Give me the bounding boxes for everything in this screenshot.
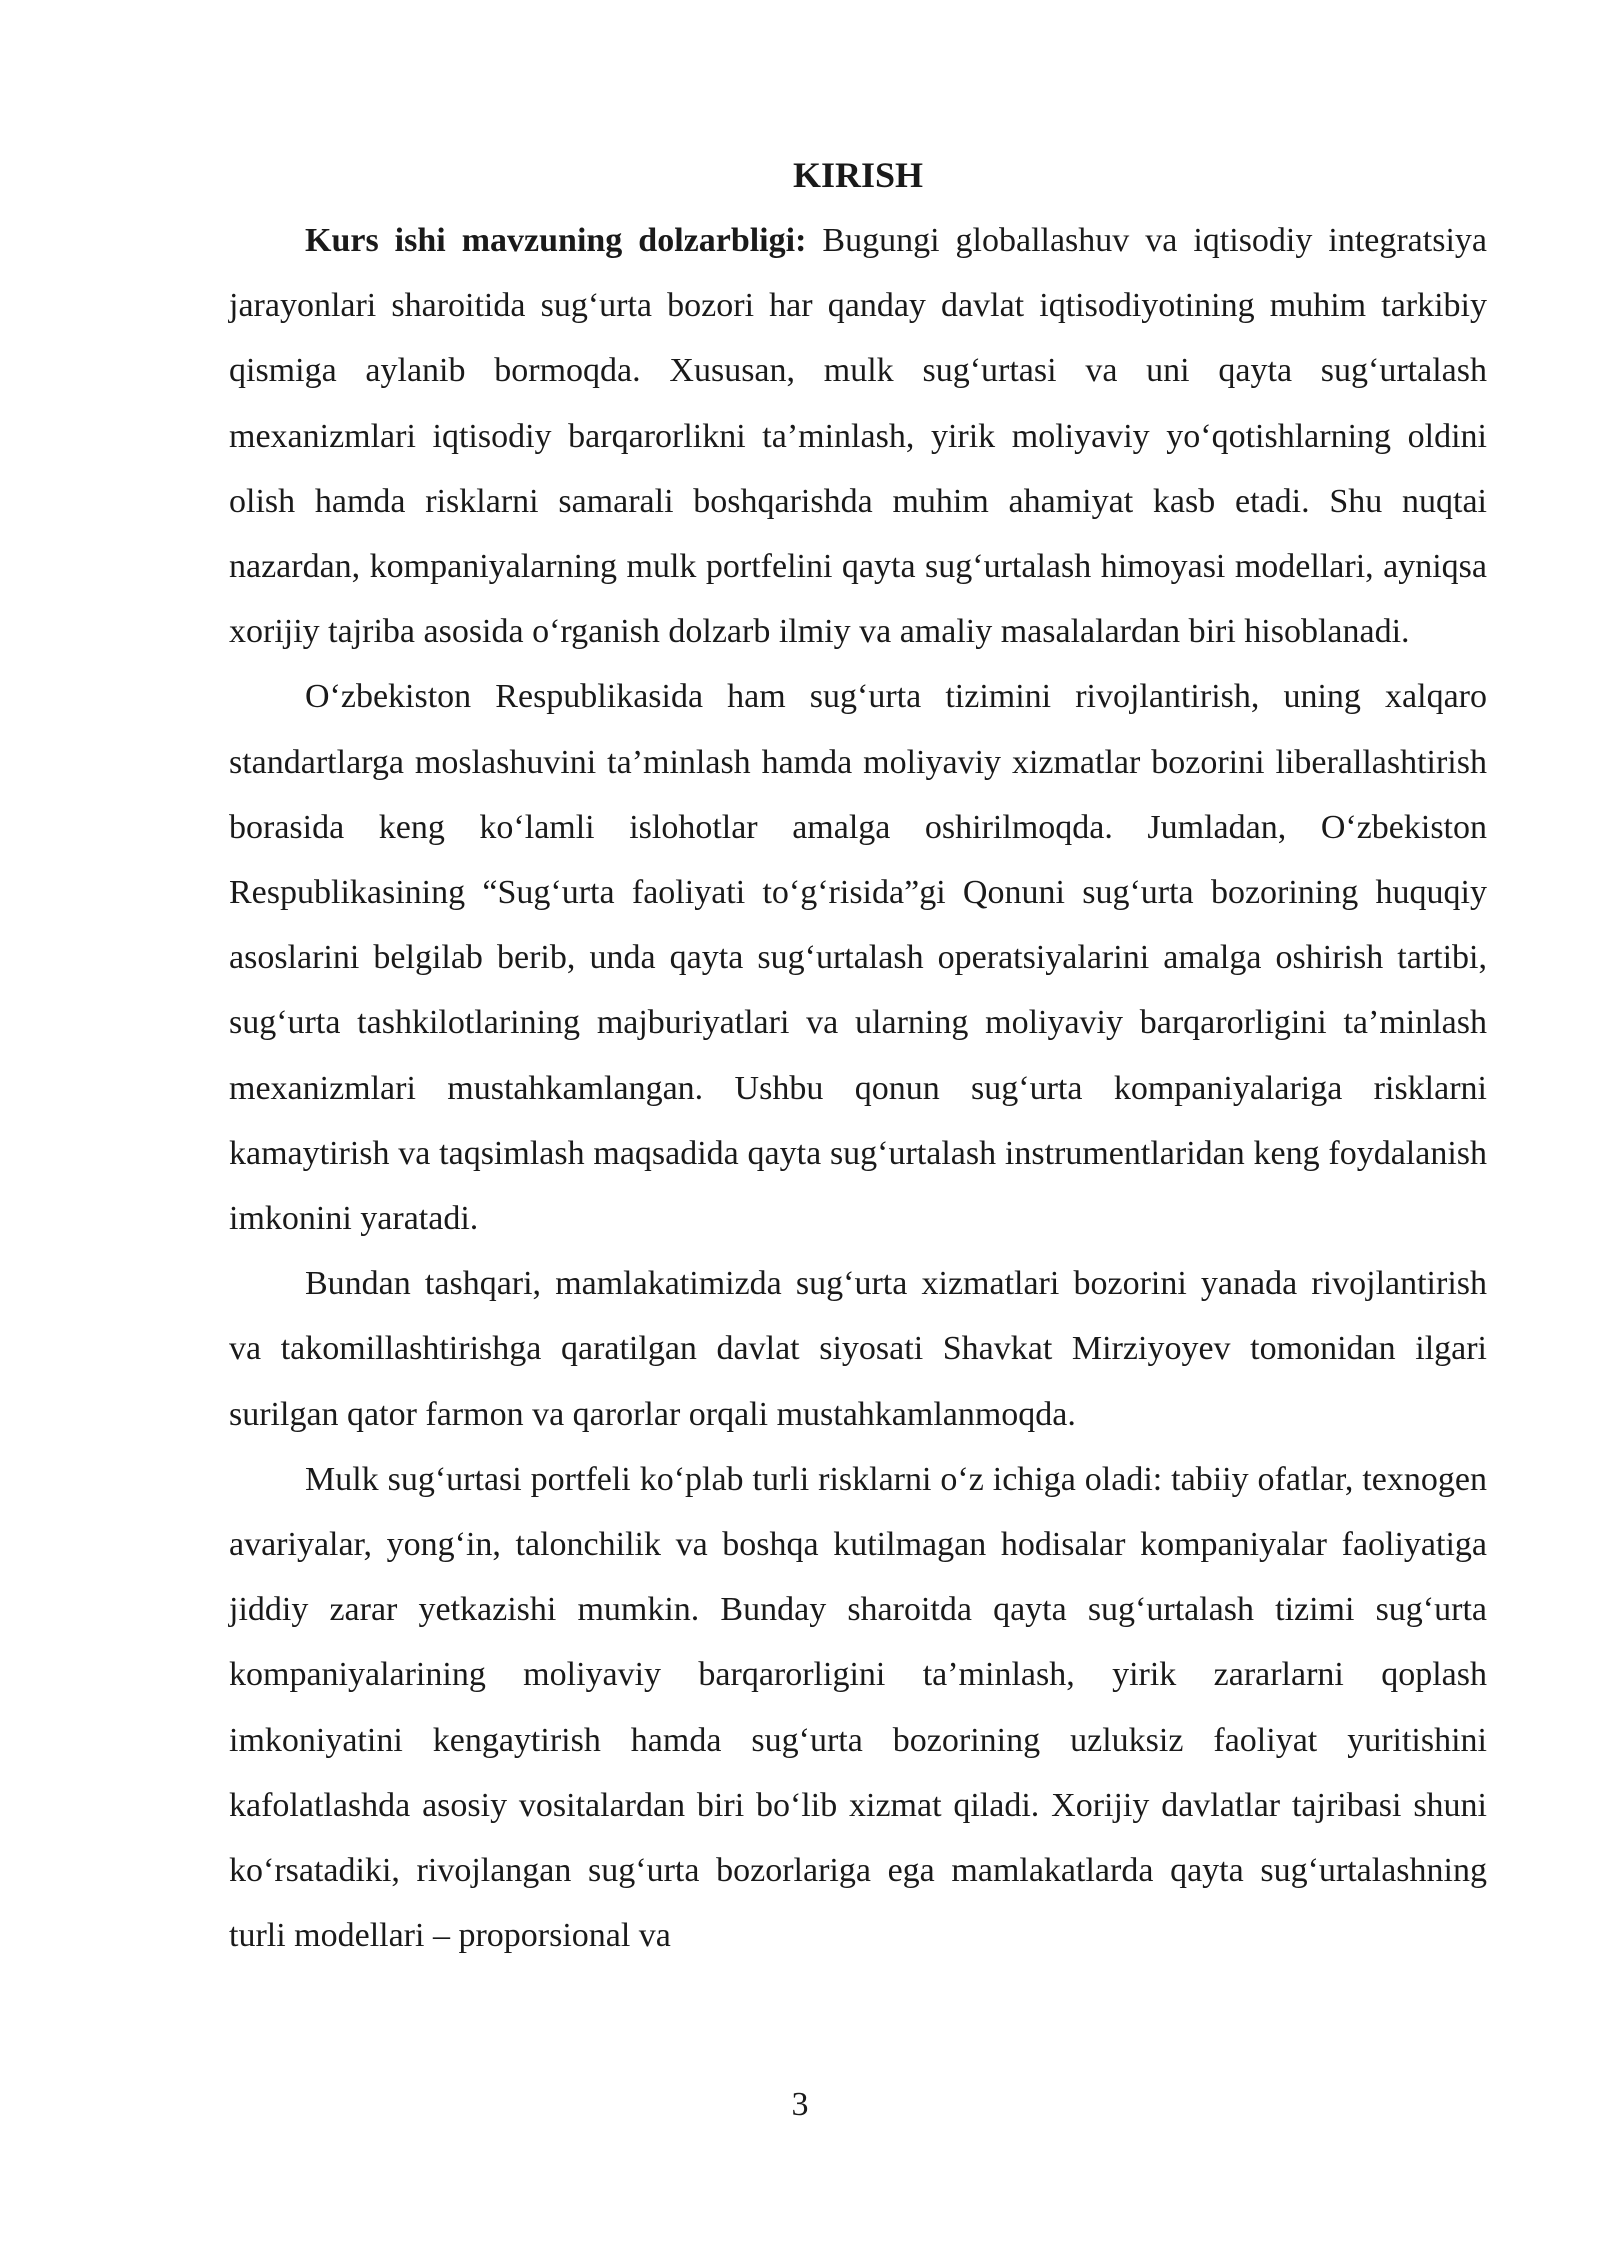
- page-body: [229, 148, 1487, 1968]
- paragraph-state-policy: Bundan tashqari, mamlakatimizda sug‘urta xizmatlari bozorini yanada rivojlantirish va takomillashtirishga qaratilgan davlat siyosati Shavkat Mirziyoyev tomonidan ilgari surilgan qator farmon va qarorlar orqali mustahkamlanmoqda.: [229, 1265, 1487, 1433]
- paragraph-lead-bold: Kurs ishi mavzuning dolzarbligi:: [305, 222, 807, 259]
- section-heading: KIRISH: [792, 155, 924, 195]
- paragraph-uzbekistan-reforms: O‘zbekiston Respublikasida ham sug‘urta tizimini rivojlantirish, uning xalqaro standartlarga moslashuvini ta’minlash hamda moliyaviy xizmatlar bozorini liberallashtirish borasida keng ko‘lamli islohotlar amalga oshirilmoqda. Jumladan, O‘zbekiston Respublikasining “Sug‘urta faoliyati to‘g‘risida”gi Qonuni sug‘urta bozorining huquqiy asoslarini belgilab berib, unda qayta sug‘urtalash operatsiyalarini amalga oshirish tartibi, sug‘urta tashkilotlarining majburiyatlari va ularning moliyaviy barqarorligini ta’minlash mexanizmlari mustahkamlangan. Ushbu qonun sug‘urta kompaniyalariga risklarni kamaytirish va taqsimlash maqsadida qayta sug‘urtalash instrumentlaridan keng foydalanish imkonini yaratadi.: [229, 678, 1487, 1238]
- paragraph-text: Bugungi globallashuv va iqtisodiy integratsiya jarayonlari sharoitida sug‘urta bozori har qanday davlat iqtisodiyotining muhim tarkibiy qismiga aylanib bormoqda. Xususan, mulk sug‘urtasi va uni qayta sug‘urtalash mexanizmlari iqtisodiy barqarorlikni ta’minlash, yirik moliyaviy yo‘qotishlarning oldini olish hamda risklarni samarali boshqarishda muhim ahamiyat kasb etadi. Shu nuqtai nazardan, kompaniyalarning mulk portfelini qayta sug‘urtalash himoyasi modellari, ayniqsa xorijiy tajriba asosida o‘rganish dolzarb ilmiy va amaliy masalalardan biri hisoblanadi.: [229, 222, 1487, 651]
- page-number: 3: [791, 2086, 809, 2123]
- paragraph-relevance: [229, 208, 1487, 664]
- paragraph-property-portfolio: Mulk sug‘urtasi portfeli ko‘plab turli risklarni o‘z ichiga oladi: tabiiy ofatlar, texnogen avariyalar, yong‘in, talonchilik va boshqa kutilmagan hodisalar kompaniyalar faoliyatiga jiddiy zarar yetkazishi mumkin. Bunday sharoitda qayta sug‘urtalash tizimi sug‘urta kompaniyalarining moliyaviy barqarorligini ta’minlash, yirik zararlarni qoplash imkoniyatini kengaytirish hamda sug‘urta bozorining uzluksiz faoliyat yuritishini kafolatlashda asosiy vositalardan biri bo‘lib xizmat qiladi. Xorijiy davlatlar tajribasi shuni ko‘rsatadiki, rivojlangan sug‘urta bozorlariga ega mamlakatlarda qayta sug‘urtalashning turli modellari – proporsional va: [229, 1460, 1487, 1955]
